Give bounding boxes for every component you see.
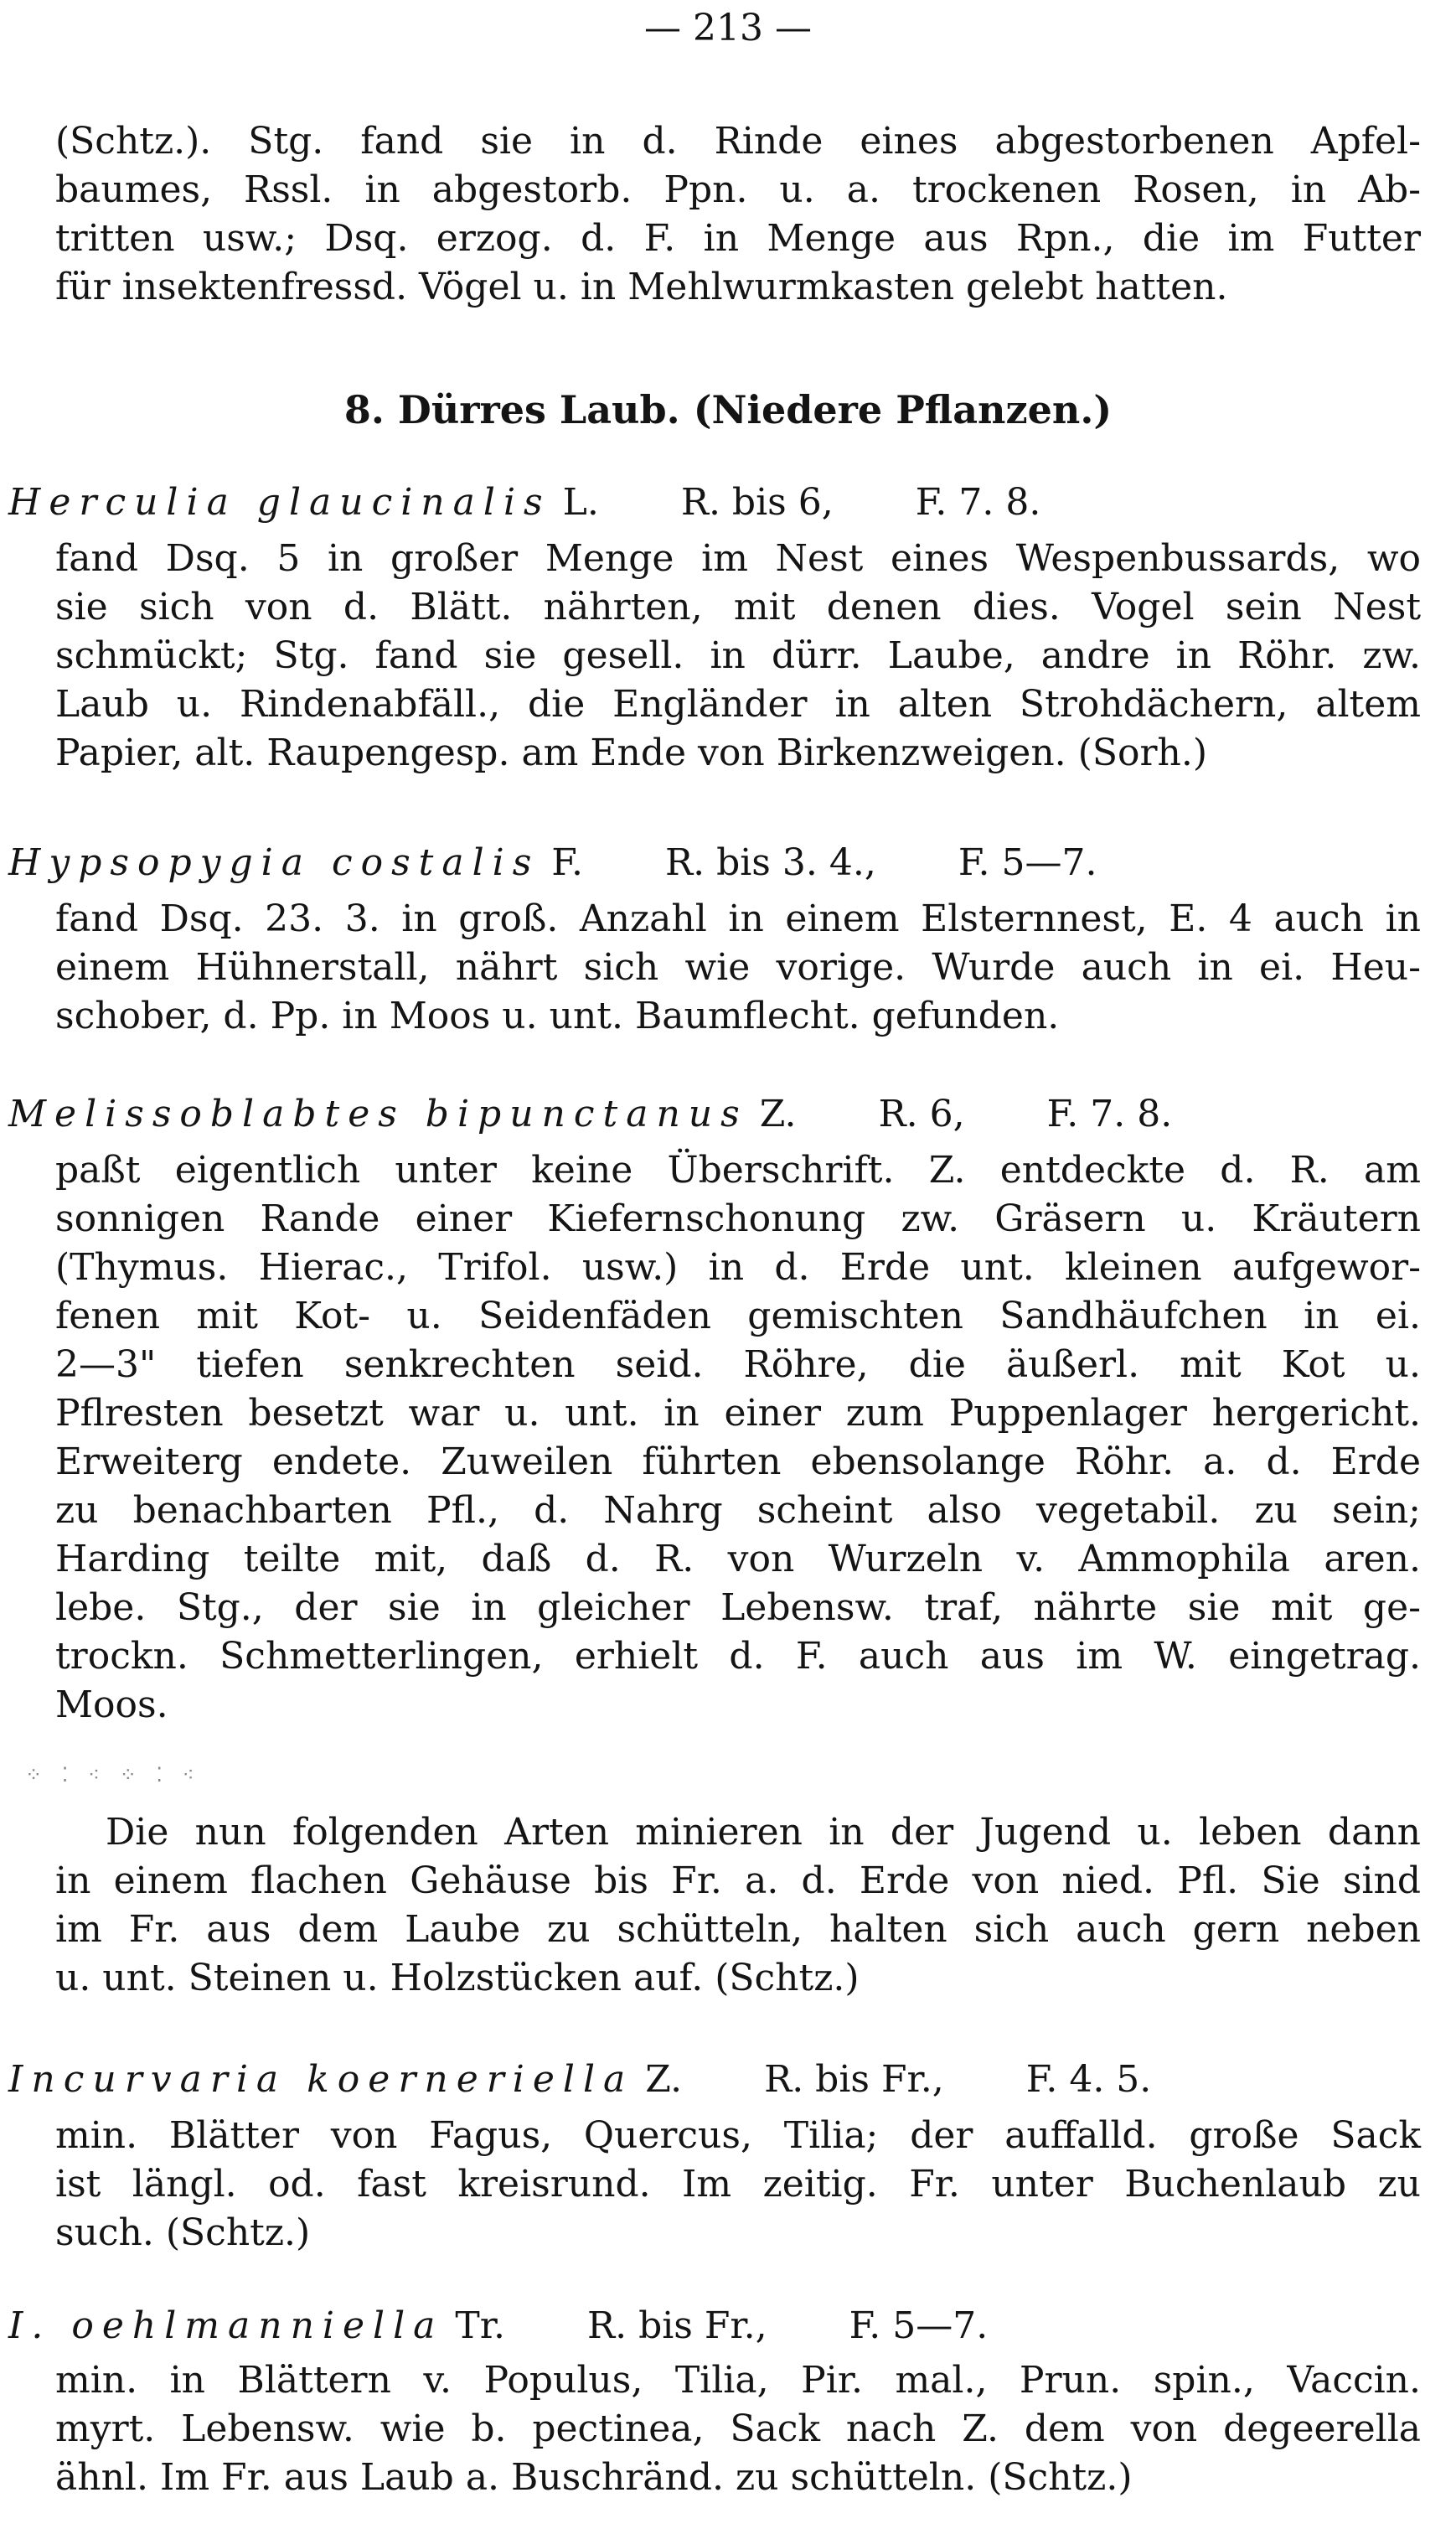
text-line: (Schtz.). Stg. fand sie in d. Rinde eines abgestorbenen Apfel-	[55, 120, 1421, 163]
species-description	[55, 895, 1421, 1041]
species-description	[55, 2112, 1421, 2257]
species-entry-header	[8, 1089, 1172, 1140]
text-line: baumes, Rssl. in abgestorb. Ppn. u. a. trockenen Rosen, in Ab-	[55, 168, 1421, 211]
species-entry-header	[8, 478, 1040, 528]
text-line: Papier, alt. Raupengesp. am Ende von Birkenzweigen. (Sorh.)	[55, 732, 1207, 774]
text-line: schober, d. Pp. in Moos u. unt. Baumflecht. gefunden.	[55, 995, 1060, 1037]
flight-period: F. 7. 8.	[915, 481, 1041, 524]
bleed-through-mark: ⁘ ⁚ ⁖ ⁘ ⁚ ⁖	[25, 1763, 201, 1787]
text-line: lebe. Stg., der sie in gleicher Lebensw. traf, nährte sie mit ge-	[55, 1586, 1421, 1629]
text-line: min. in Blättern v. Populus, Tilia, Pir. mal., Prun. spin., Vaccin.	[55, 2359, 1421, 2402]
text-line: myrt. Lebensw. wie b. pectinea, Sack nach Z. dem von degeerella	[55, 2407, 1421, 2450]
text-line: fand Dsq. 23. 3. in groß. Anzahl in einem Elsternnest, E. 4 auch in	[55, 897, 1421, 940]
flight-period: F. 5—7.	[849, 2304, 989, 2347]
species-name: Herculia glaucinalis	[8, 481, 551, 524]
text-line: sie sich von d. Blätt. nährten, mit denen dies. Vogel sein Nest	[55, 586, 1421, 628]
section-heading: 8. Dürres Laub. (Niedere Pflanzen.)	[343, 387, 1113, 432]
flight-period: F. 7. 8.	[1046, 1093, 1173, 1135]
larva-period: R. bis 3. 4.,	[664, 841, 876, 884]
text-line: trockn. Schmetterlingen, erhielt d. F. auch aus im W. eingetrag.	[55, 1635, 1421, 1678]
text-line: einem Hühnerstall, nährt sich wie vorige. Wurde auch in ei. Heu-	[55, 946, 1421, 989]
text-line: u. unt. Steinen u. Holzstücken auf. (Schtz.)	[55, 1957, 860, 1999]
species-description	[55, 2356, 1421, 2502]
text-line: (Thymus. Hierac., Trifol. usw.) in d. Erde unt. kleinen aufgewor-	[55, 1246, 1421, 1289]
flight-period: F. 4. 5.	[1025, 2058, 1152, 2101]
text-line: Erweiterg endete. Zuweilen führten ebensolange Röhr. a. d. Erde	[55, 1440, 1421, 1483]
text-line: ist längl. od. fast kreisrund. Im zeitig. Fr. unter Buchenlaub zu	[55, 2163, 1421, 2206]
text-line: schmückt; Stg. fand sie gesell. in dürr. Laube, andre in Röhr. zw.	[55, 634, 1421, 677]
species-entry-header	[8, 2301, 988, 2351]
larva-period: R. 6,	[878, 1093, 965, 1135]
larva-period: R. bis Fr.,	[586, 2304, 767, 2347]
page-number: — 213 —	[644, 7, 812, 49]
species-description	[55, 1146, 1421, 1730]
flight-period: F. 5—7.	[958, 841, 1097, 884]
text-line: sonnigen Rande einer Kiefernschonung zw. Gräsern u. Kräutern	[55, 1197, 1421, 1240]
text-line: such. (Schtz.)	[55, 2211, 311, 2254]
species-author: Z.	[759, 1093, 797, 1135]
text-line: 2—3" tiefen senkrechten seid. Röhre, die äußerl. mit Kot u.	[55, 1343, 1421, 1386]
species-name: Incurvaria koerneriella	[8, 2058, 634, 2101]
species-author: L.	[562, 481, 599, 524]
species-entry-header	[8, 838, 1097, 888]
text-line: in einem flachen Gehäuse bis Fr. a. d. Erde von nied. Pfl. Sie sind	[55, 1859, 1421, 1902]
species-author: F.	[551, 841, 583, 884]
text-line: für insektenfressd. Vögel u. in Mehlwurmkasten gelebt hatten.	[55, 266, 1228, 308]
species-author: Tr.	[455, 2304, 505, 2347]
text-line: fenen mit Kot- u. Seidenfäden gemischten Sandhäufchen in ei.	[55, 1295, 1421, 1337]
species-description	[55, 535, 1421, 778]
text-line: im Fr. aus dem Laube zu schütteln, halten sich auch gern neben	[55, 1908, 1421, 1951]
text-line: min. Blätter von Fagus, Quercus, Tilia; der auffalld. große Sack	[55, 2114, 1421, 2157]
text-line: tritten usw.; Dsq. erzog. d. F. in Menge aus Rpn., die im Futter	[55, 217, 1421, 260]
text-line: Pflresten besetzt war u. unt. in einer zum Puppenlager hergericht.	[55, 1392, 1421, 1435]
larva-period: R. bis Fr.,	[764, 2058, 944, 2101]
text-line: fand Dsq. 5 in großer Menge im Nest eines Wespenbussards, wo	[55, 537, 1421, 580]
larva-period: R. bis 6,	[680, 481, 834, 524]
text-line: Moos.	[55, 1683, 168, 1726]
note-paragraph	[55, 1808, 1421, 2003]
text-line: zu benachbarten Pfl., d. Nahrg scheint also vegetabil. zu sein;	[55, 1489, 1421, 1532]
species-name: Melissoblabtes bipunctanus	[8, 1093, 748, 1135]
intro-paragraph	[55, 117, 1421, 312]
text-line: Laub u. Rindenabfäll., die Engländer in alten Strohdächern, altem	[55, 683, 1421, 726]
species-name: Hypsopygia costalis	[8, 841, 540, 884]
text-line: ähnl. Im Fr. aus Laub a. Buschränd. zu schütteln. (Schtz.)	[55, 2456, 1133, 2499]
text-line: paßt eigentlich unter keine Überschrift. Z. entdeckte d. R. am	[55, 1149, 1421, 1192]
species-entry-header	[8, 2055, 1151, 2105]
text-line: Die nun folgenden Arten minieren in der Jugend u. leben dann	[106, 1811, 1421, 1854]
species-name: I. oehlmanniella	[8, 2304, 444, 2347]
text-line: Harding teilte mit, daß d. R. von Wurzeln v. Ammophila aren.	[55, 1538, 1421, 1580]
species-author: Z.	[645, 2058, 683, 2101]
